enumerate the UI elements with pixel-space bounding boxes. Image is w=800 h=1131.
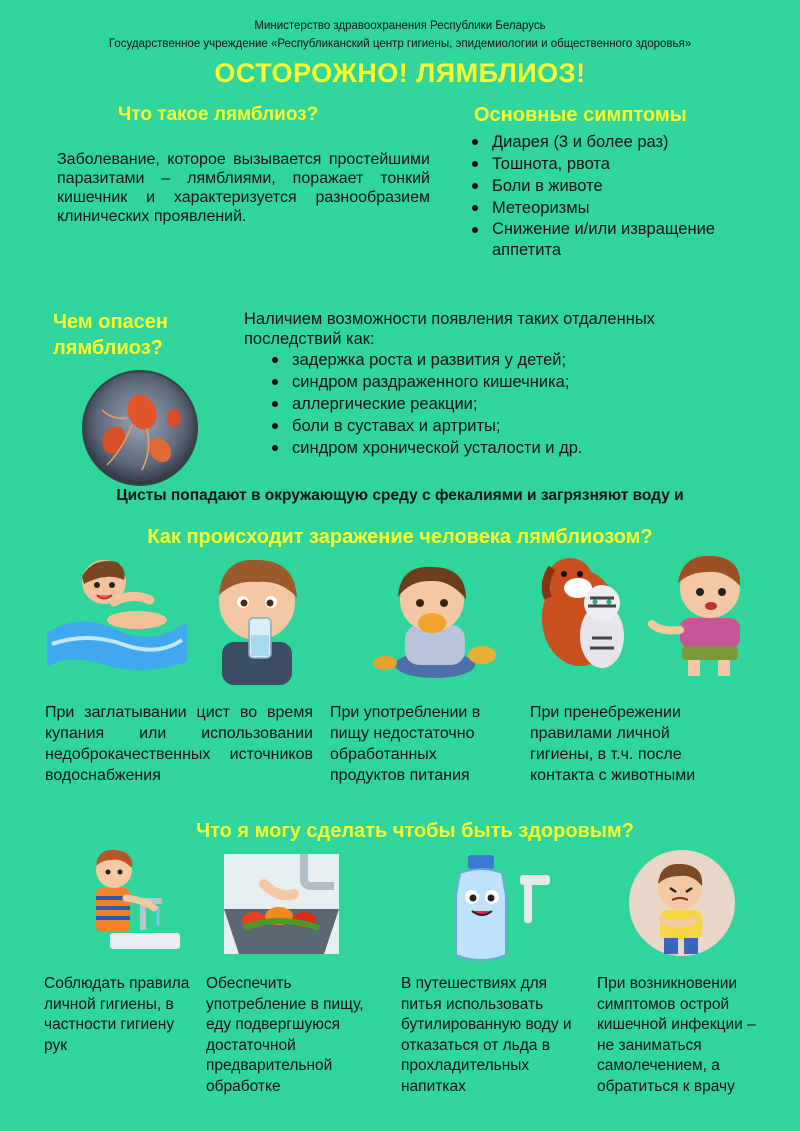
- prevention-caption-hand-hygiene: Соблюдать правила личной гигиены, в частности гигиену рук: [44, 975, 190, 1054]
- page-title: ОСТОРОЖНО! ЛЯМБЛИОЗ!: [214, 58, 586, 88]
- danger-item: синдром хронической усталости и др.: [266, 437, 696, 459]
- danger-heading-line2: лямблиоз?: [53, 337, 163, 359]
- prevention-caption-bottled-water: В путешествиях для питья использовать бутилированную воду и отказаться от льда в прохладительных напитках: [401, 975, 572, 1095]
- danger-intro: Наличием возможности появления таких отдаленных последствий как:: [244, 310, 655, 348]
- infection-caption-hygiene: При пренебрежении правилами личной гигиены, в т.ч. после контакта с животными: [530, 704, 696, 784]
- child-with-pets-image: [540, 548, 755, 678]
- symptoms-list: [466, 131, 766, 261]
- washing-vegetables-image: [224, 854, 339, 954]
- infection-caption-water: При заглатывании цист во время купания или использовании недоброкачественных источников водоснабжения: [45, 704, 313, 784]
- ministry-name: Министерство здравоохранения Республики Беларусь: [254, 20, 546, 32]
- symptom-item: Тошнота, рвота: [466, 153, 766, 175]
- danger-item: боли в суставах и артриты;: [266, 415, 696, 437]
- what-is-heading: Что такое лямблиоз?: [118, 104, 319, 125]
- symptom-item: Диарея (3 и более раз): [466, 131, 766, 153]
- cysts-note: Цисты попадают в окружающую среду с фекалиями и загрязняют воду и: [116, 487, 684, 504]
- bottled-water-image: [440, 855, 555, 965]
- danger-heading-line1: Чем опасен: [53, 311, 169, 333]
- symptoms-heading: Основные симптомы: [474, 104, 687, 126]
- prevention-heading: Что я могу сделать чтобы быть здоровым?: [196, 820, 634, 842]
- prevention-caption-food-processing: Обеспечить употребление в пищу, еду подвергшуюся достаточной предварительной обработке: [206, 975, 364, 1095]
- danger-item: задержка роста и развития у детей;: [266, 349, 696, 371]
- danger-heading: [53, 309, 168, 361]
- child-eating-image: [370, 555, 500, 680]
- sick-child-image: [622, 848, 742, 958]
- symptom-item: Снижение и/или извращение аппетита: [466, 219, 766, 261]
- swimming-child-image: [42, 552, 192, 677]
- danger-item: аллергические реакции;: [266, 393, 696, 415]
- infection-caption-food: При употреблении в пищу недостаточно обработанных продуктов питания: [330, 704, 481, 784]
- prevention-caption-see-doctor: При возникновении симптомов острой кишечной инфекции – не заниматься самолечением, а обратиться к врачу: [597, 975, 756, 1095]
- symptom-item: Метеоризмы: [466, 197, 766, 219]
- symptom-item: Боли в животе: [466, 175, 766, 197]
- danger-list: [266, 349, 696, 459]
- infection-heading: Как происходит заражение человека лямблиозом?: [147, 526, 653, 548]
- institution-name: Государственное учреждение «Республиканский центр гигиены, эпидемиологии и общественного здоровья»: [108, 38, 692, 50]
- giardia-microscope-image: [82, 370, 198, 486]
- child-drinking-water-image: [207, 550, 307, 685]
- what-is-text: Заболевание, которое вызывается простейшими паразитами – лямблиями, поражает тонкий кишечник и характеризуется разнообразием клинических проявлений.: [57, 151, 430, 225]
- danger-item: синдром раздраженного кишечника;: [266, 371, 696, 393]
- child-washing-hands-image: [82, 848, 182, 953]
